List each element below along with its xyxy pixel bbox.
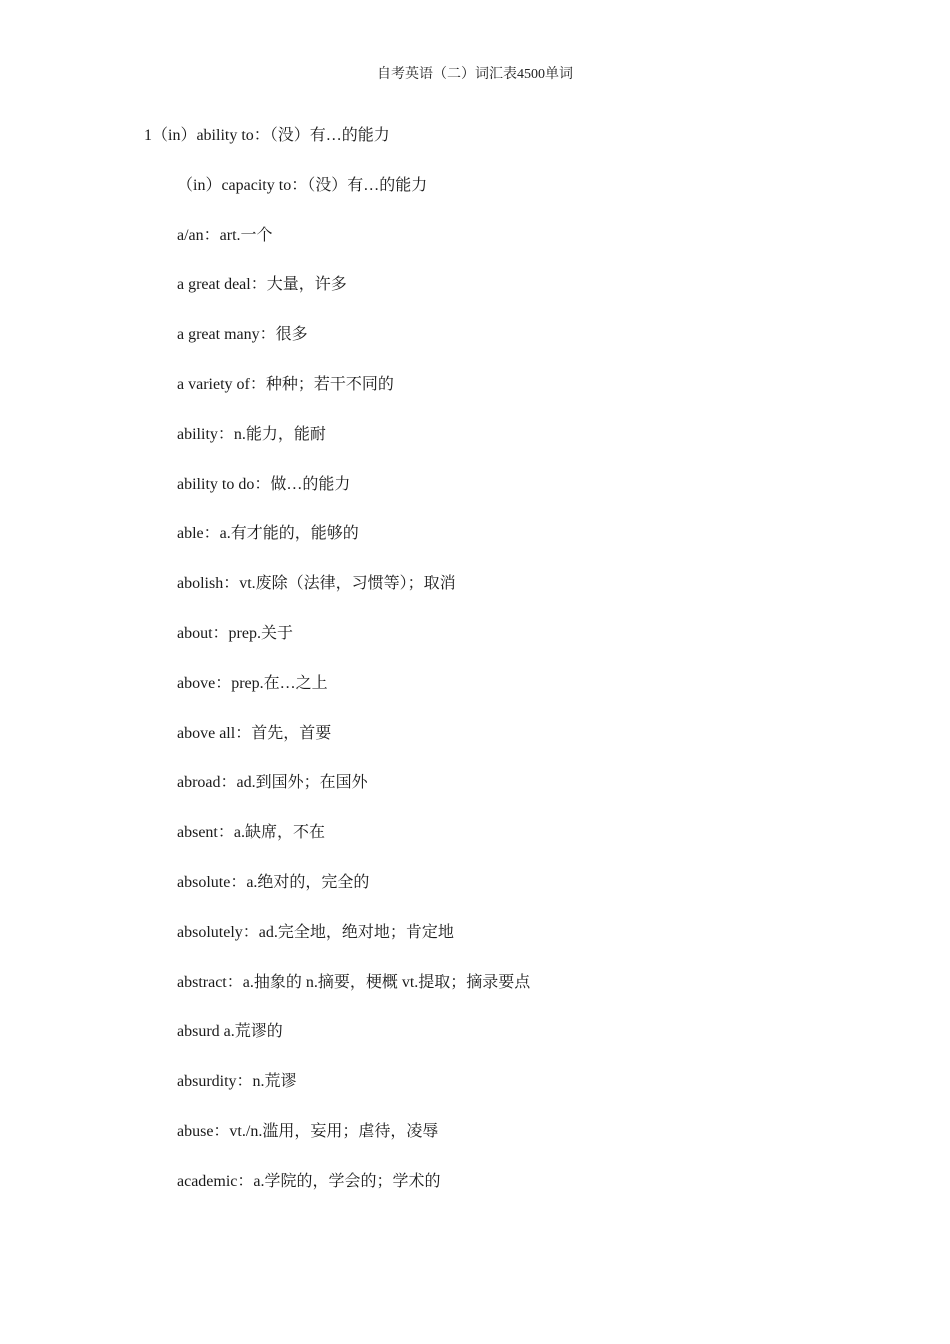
- page-header: 自考英语（二）词汇表4500单词: [377, 67, 573, 82]
- vocab-entry: a great deal：大量，许多: [177, 276, 347, 294]
- vocab-entry: （in）capacity to：（没）有…的能力: [177, 176, 428, 194]
- vocab-entry: able：a.有才能的，能够的: [177, 525, 359, 543]
- vocab-entry: absolute：a.绝对的，完全的: [177, 873, 370, 891]
- vocab-entry: abstract：a.抽象的 n.摘要，梗概 vt.提取；摘录要点: [177, 973, 531, 991]
- vocab-entry: abuse：vt./n.滥用，妄用；虐待，凌辱: [177, 1122, 439, 1140]
- vocab-entry: abroad：ad.到国外；在国外: [177, 774, 368, 792]
- vocab-entry: academic：a.学院的，学会的；学术的: [177, 1172, 441, 1190]
- vocab-entry: a variety of：种种；若干不同的: [177, 375, 394, 393]
- vocabulary-list: [0, 126, 950, 1222]
- vocab-entry: absurdity：n.荒谬: [177, 1073, 297, 1091]
- vocab-entry: above：prep.在…之上: [177, 674, 328, 692]
- vocab-entry: absurd a.荒谬的: [177, 1023, 283, 1041]
- vocab-entry: a great many：很多: [177, 326, 308, 344]
- vocab-entry: 1（in）ability to：（没）有…的能力: [144, 127, 390, 144]
- vocab-entry: a/an：art.一个: [177, 226, 273, 244]
- vocab-entry: above all：首先，首要: [177, 724, 332, 742]
- vocab-entry: absent：a.缺席，不在: [177, 824, 325, 842]
- vocab-entry: about：prep.关于: [177, 624, 293, 642]
- vocab-entry: absolutely：ad.完全地，绝对地；肯定地: [177, 923, 454, 941]
- vocab-entry: abolish：vt.废除（法律，习惯等）；取消: [177, 575, 456, 593]
- vocab-entry: ability to do：做…的能力: [177, 475, 351, 493]
- vocab-entry: ability：n.能力，能耐: [177, 425, 326, 443]
